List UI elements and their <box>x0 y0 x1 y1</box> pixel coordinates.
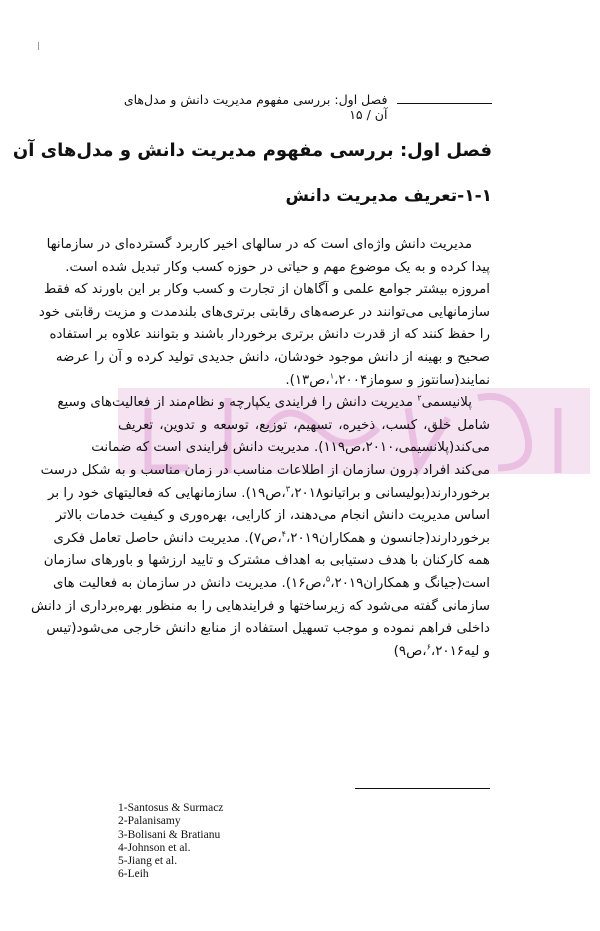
footnote-item: 4-Johnson et al. <box>118 841 191 854</box>
text-line <box>53 528 490 551</box>
text-segment: ،۲۰۱۹،ص۱۶). مدیریت دانش در سازمان به فعالیت های <box>53 575 364 591</box>
text-segment: است(جیانگ و همکاران <box>363 575 490 591</box>
text-segment: مدیریت دانش واژه‌ای است که در سالهای اخیر کاربرد گسترده‌ای در سازمانها <box>46 237 472 252</box>
text-segment: پیدا کرده و به یک موضوع مهم و حیاتی در حوزه کسب وکار تبدیل شده است. <box>65 259 490 275</box>
text-segment: سازمانهایی می‌توانند در عرصه‌های رقابتی برتری‌های بلندمدت و مزیت رقابتی خود <box>38 304 490 320</box>
text-line <box>43 550 490 573</box>
footnote-item: 1-Santosus & Surmacz <box>118 802 224 814</box>
text-segment: همه کارکنان با هدف دستیابی به اهداف مشترک و تایید ارزشها و باورهای سازمان <box>43 553 490 569</box>
text-line <box>31 596 490 619</box>
footnote-item: 6-Leih <box>118 868 149 881</box>
footnote-marker: ۵ <box>325 574 331 584</box>
text-line <box>118 415 490 438</box>
text-segment: نمایند(سانتوز و سوماز <box>367 372 490 388</box>
text-segment: می‌کند(پلانسیمی،۲۰۱۰،ص۱۱۹). مدیریت دانش فرایندی است که ضمانت <box>91 440 490 456</box>
text-line <box>55 505 490 528</box>
text-line <box>118 641 490 664</box>
running-title: فصل اول: بررسی مفهوم مدیریت دانش و مدل‌های آن / ۱۵ <box>123 92 388 122</box>
chapter-title: فصل اول: بررسی مفهوم مدیریت دانش و مدل‌های آن <box>12 140 492 161</box>
text-line <box>49 324 490 347</box>
text-line <box>91 437 490 460</box>
text-line <box>46 234 490 257</box>
text-segment: می‌کند افراد درون سازمان از اطلاعات مناسب در زمان مناسب و به شکل درست <box>40 462 490 478</box>
section-heading: ۱-۱-تعریف مدیریت دانش <box>285 186 492 206</box>
text-segment: ،۲۰۱۸،ص۱۹). سازمانهایی که فعالیتهای خود را بر <box>48 485 324 501</box>
text-line <box>38 302 490 325</box>
text-line <box>53 573 490 596</box>
page-edge-mark <box>38 42 39 50</box>
text-segment: برخوردارند(بولیسانی و براتیانو <box>323 485 490 501</box>
text-segment: صحیح و بهینه از دانش موجود خودشان، دانش جدیدی تولید کرده و آن را عرضه <box>55 349 490 365</box>
text-segment: امروزه بیشتر جوامع علمی و آگاهان از تجارت و کسب وکار بر این باورند که فقط <box>43 282 490 298</box>
text-segment: ،۲۰۱۹،ص۷). مدیریت دانش حاصل تعامل فکری <box>53 530 320 546</box>
text-segment: پلانیسمی <box>421 395 472 411</box>
text-line <box>65 257 490 280</box>
footnote-item: 2-Palanisamy <box>118 815 181 828</box>
text-line <box>118 370 490 393</box>
footnote-marker: ۶ <box>426 642 431 652</box>
body-text <box>31 234 490 663</box>
running-header <box>112 92 492 122</box>
footnote-marker: ۳ <box>285 484 290 494</box>
text-line <box>57 392 490 415</box>
text-line <box>40 460 490 483</box>
text-segment: داخلی فراهم نموده و موجب تسهیل استفاده از منابع دانش خارجی می‌شود(تیس <box>46 621 490 637</box>
text-segment: ،۲۰۰۴،ص۱۳). <box>285 372 368 388</box>
header-rule <box>397 103 492 104</box>
text-segment: اساس مدیریت دانش انجام می‌دهند، از کارایی، بهره‌وری و کیفیت خدمات بالاتر <box>55 508 490 524</box>
text-segment: و لیه <box>463 643 490 659</box>
text-segment: را حفظ کنند که از قدرت دانش برتری برخوردار باشند و بتوانند علاوه بر استفاده <box>49 327 490 343</box>
footnote-marker: ۱ <box>329 371 335 381</box>
footnote-item: 3-Bolisani & Bratianu <box>118 828 221 841</box>
footnote-marker: ۴ <box>281 529 286 539</box>
text-segment: برخوردارند(جانسون و همکاران <box>319 530 490 546</box>
footnote-rule <box>355 788 490 789</box>
text-line <box>43 279 490 302</box>
text-segment: شامل خلق، کسب، ذخیره، تسهیم، توزیع، توسعه و تدوین، تعریف <box>118 417 490 433</box>
text-segment: سازمانی گفته می‌شود که زیرساختها و فرایندهایی را به منظور بهره‌برداری از دانش <box>31 598 490 614</box>
text-segment: ،۲۰۱۶،ص۹) <box>393 643 464 659</box>
footnote-item: 5-Jiang et al. <box>118 855 178 868</box>
text-line <box>46 618 490 641</box>
footnotes <box>118 802 223 882</box>
footnote-marker: ۲ <box>417 393 422 403</box>
text-segment: مدیریت دانش را فرایندی یکپارچه و نظام‌مند از فعالیت‌های وسیع <box>57 395 418 411</box>
text-line <box>48 483 490 506</box>
text-line <box>55 347 490 370</box>
